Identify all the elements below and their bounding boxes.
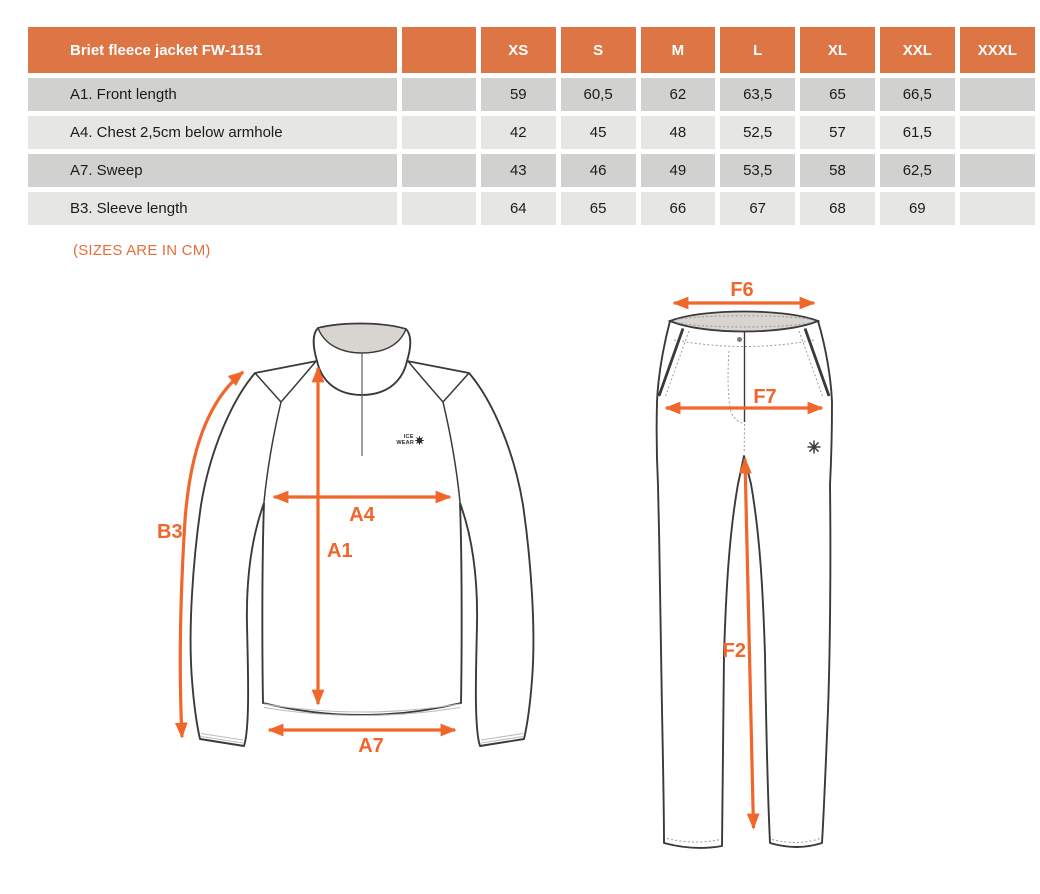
- size-chart-table: [23, 22, 1040, 230]
- value-cell: 66,5: [880, 78, 955, 111]
- table-row-chest: [28, 116, 1035, 149]
- value-cell: 48: [641, 116, 716, 149]
- row-label: A4. Chest 2,5cm below armhole: [28, 116, 397, 149]
- f7-label: F7: [753, 386, 777, 408]
- snowflake-logo-pants: [808, 441, 821, 454]
- header-size-xs: XS: [481, 27, 556, 73]
- header-size-s: S: [561, 27, 636, 73]
- value-cell: 49: [641, 154, 716, 187]
- sizes-unit-note: (SIZES ARE IN CM): [73, 242, 211, 259]
- a4-label: A4: [349, 504, 375, 526]
- value-cell: 52,5: [720, 116, 795, 149]
- header-size-xxl: XXL: [880, 27, 955, 73]
- table-row-sweep: [28, 154, 1035, 187]
- value-cell: 42: [481, 116, 556, 149]
- table-row-sleeve-length: [28, 192, 1035, 225]
- value-cell: 59: [481, 78, 556, 111]
- value-cell: 64: [481, 192, 556, 225]
- pants-button: [737, 337, 742, 342]
- value-cell: 45: [561, 116, 636, 149]
- value-cell: 63,5: [720, 78, 795, 111]
- value-cell: 60,5: [561, 78, 636, 111]
- a1-label: A1: [327, 540, 353, 562]
- value-cell: 67: [720, 192, 795, 225]
- value-cell: 62: [641, 78, 716, 111]
- header-size-m: M: [641, 27, 716, 73]
- empty-cell: [402, 192, 476, 225]
- logo-text-bottom: WEAR: [396, 440, 414, 446]
- header-size-l: L: [720, 27, 795, 73]
- table-row-front-length: [28, 78, 1035, 111]
- header-size-xl: XL: [800, 27, 875, 73]
- header-size-xxxl: XXXL: [960, 27, 1035, 73]
- f6-label: F6: [730, 279, 754, 301]
- empty-cell: [402, 116, 476, 149]
- value-cell: 58: [800, 154, 875, 187]
- header-empty-cell: [402, 27, 476, 73]
- empty-cell: [402, 78, 476, 111]
- f2-arrow: [745, 459, 754, 828]
- value-cell: 65: [561, 192, 636, 225]
- b3-label: B3: [157, 521, 183, 543]
- measurement-diagram: [0, 268, 1040, 894]
- value-cell: [960, 192, 1035, 225]
- value-cell: 43: [481, 154, 556, 187]
- f2-label: F2: [722, 640, 746, 662]
- value-cell: 68: [800, 192, 875, 225]
- value-cell: 57: [800, 116, 875, 149]
- row-label: B3. Sleeve length: [28, 192, 397, 225]
- logo-text-top: ICE: [403, 434, 414, 440]
- pants-drawing: [657, 279, 832, 848]
- value-cell: 65: [800, 78, 875, 111]
- value-cell: [960, 116, 1035, 149]
- empty-cell: [402, 154, 476, 187]
- row-label: A1. Front length: [28, 78, 397, 111]
- value-cell: 53,5: [720, 154, 795, 187]
- row-label: A7. Sweep: [28, 154, 397, 187]
- table-title: Briet fleece jacket FW-1151: [28, 27, 397, 73]
- value-cell: 46: [561, 154, 636, 187]
- value-cell: 69: [880, 192, 955, 225]
- value-cell: 61,5: [880, 116, 955, 149]
- value-cell: [960, 78, 1035, 111]
- value-cell: [960, 154, 1035, 187]
- value-cell: 66: [641, 192, 716, 225]
- value-cell: 62,5: [880, 154, 955, 187]
- table-header-row: [28, 27, 1035, 73]
- a7-label: A7: [358, 735, 384, 757]
- jacket-drawing: [157, 324, 533, 757]
